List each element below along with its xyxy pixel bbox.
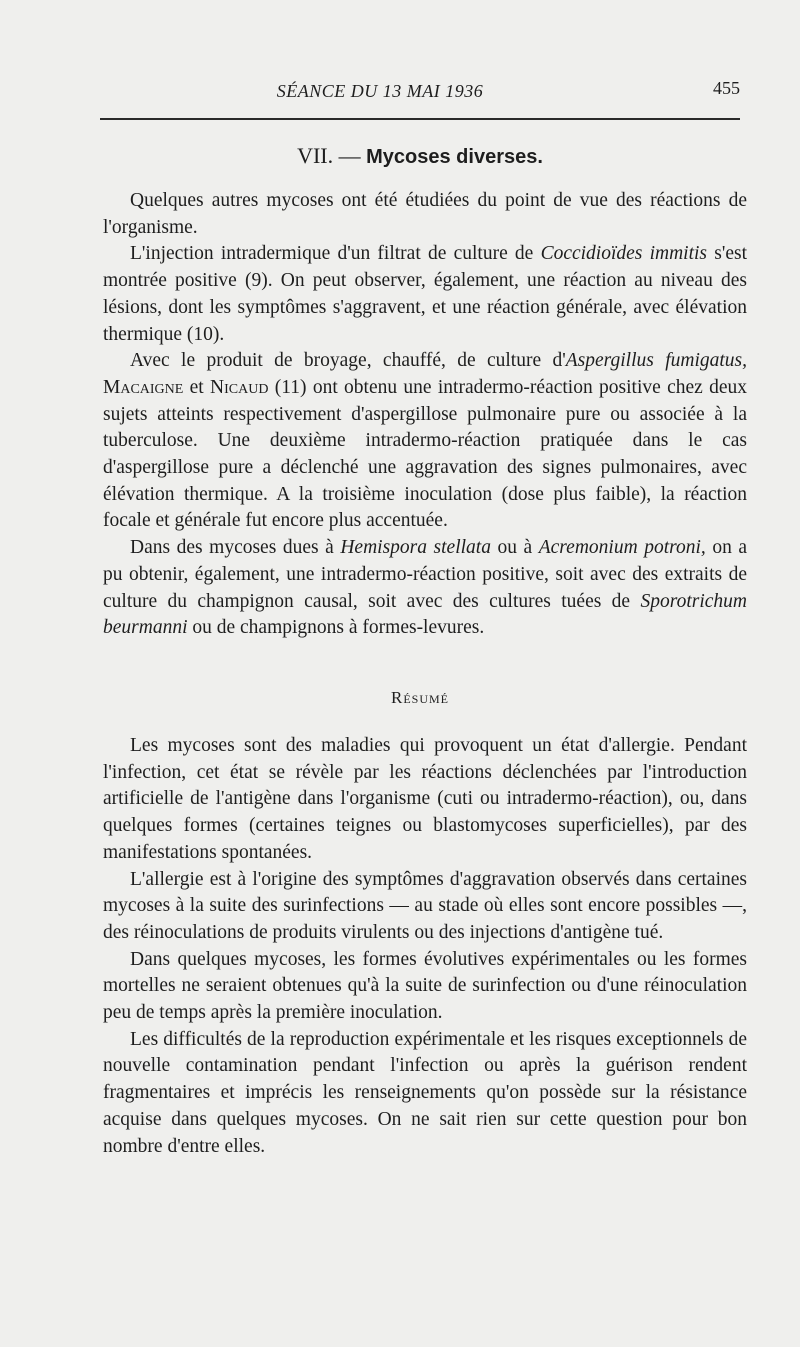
author-nicaud: Nicaud (210, 376, 269, 398)
paragraph-2-text-a: L'injection intradermique d'un filtrat de culture de (130, 243, 541, 265)
header-rule (100, 118, 740, 120)
resume-paragraph-1-text: Les mycoses sont des maladies qui provoquent un état d'allergie. Pendant l'infection, cet état se révèle par les réactions déclenchées par l'introduction artificielle de l'antigène dans l'organisme (cuti ou intradermo-réaction), ou, dans quelques formes (certaines teignes ou blastomycoses superficielles), par des manifestations spontanées. (103, 735, 747, 863)
resume-paragraph-3 (103, 947, 747, 1027)
section-title (100, 143, 740, 169)
resume-paragraph-2-text: L'allergie est à l'origine des symptômes d'aggravation observés dans certaines mycoses à la suite des surinfections — au stade où elles sont encore possibles —, des réinoculations de produits virulents ou des injections d'antigène tué. (103, 868, 747, 943)
species-acremonium: Acremonium potroni, (538, 537, 706, 559)
paragraph-4 (103, 535, 747, 642)
resume-paragraph-1 (103, 733, 747, 867)
resume-heading: Résumé (390, 688, 449, 707)
paragraph-2 (103, 241, 747, 348)
paragraph-4-text-g: ou de champignons à formes-levures. (187, 617, 485, 639)
paragraph-2-text-c: s'est montrée positive (9). On peut observer, également, une réaction au niveau des lésions, dont les symptômes s'aggravent, et une réaction générale, avec élévation thermique (10). (103, 243, 747, 345)
section-number: VII. — (297, 143, 361, 168)
running-title: SÉANCE DU 13 MAI 1936 (276, 81, 484, 101)
section-heading: Mycoses diverses. (366, 146, 543, 168)
paragraph-3 (103, 348, 747, 535)
paragraph-3-text-e: et (183, 376, 211, 398)
paragraph-4-text-a: Dans des mycoses dues à (130, 537, 341, 559)
resume-body (103, 733, 747, 1160)
species-sporotrichum: Sporotrichum beurmanni (103, 590, 747, 639)
paragraph-4-text-e: on a pu obtenir, également, une intradermo-réaction positive, soit avec des extraits de culture du champignon causal, soit avec des cultures tuées de (103, 537, 748, 612)
resume-paragraph-3-text: Dans quelques mycoses, les formes évolutives expérimentales ou les formes mortelles ne seraient obtenues qu'à la suite de surinfection ou d'une réinoculation peu de temps après la première inoculation. (103, 948, 747, 1024)
page-number: 455 (713, 78, 740, 98)
author-macaigne: Macaigne (103, 376, 184, 398)
species-aspergillus: Aspergillus fumigatus, (565, 350, 747, 372)
paragraph-4-text-c: ou à (490, 537, 539, 559)
species-hemispora: Hemispora stellata (340, 537, 491, 559)
paragraph-3-text-g: (11) ont obtenu une intradermo-réaction positive chez deux sujets atteints respectivement d'aspergillose pulmonaire pure ou associée à la tuberculose. Une deuxième intradermo-réaction pratiquée dans le cas d'aspergillose pure a déclenché une aggravation des signes pulmonaires, avec élévation thermique. A la troisième inoculation (dose plus faible), la réaction focale et générale fut encore plus accentuée. (103, 376, 747, 532)
paragraph-3-text-a: Avec le produit de broyage, chauffé, de culture d' (130, 350, 566, 372)
resume-paragraph-4 (103, 1027, 747, 1161)
species-coccidioides: Coccidioïdes immitis (540, 243, 708, 265)
section-body (103, 188, 747, 642)
paragraph-1 (103, 188, 747, 241)
running-head (100, 78, 740, 108)
resume-paragraph-4-text: Les difficultés de la reproduction expérimentale et les risques exceptionnels de nouvelle contamination pendant l'infection ou après la guérison rendent fragmentaires et imprécis les renseignements qu'on possède sur la résistance acquise dans quelques mycoses. On ne sait rien sur cette question pour bon nombre d'entre elles. (103, 1028, 747, 1157)
paragraph-1-text: Quelques autres mycoses ont été étudiées du point de vue des réactions de l'organisme. (103, 190, 747, 238)
resume-paragraph-2 (103, 867, 747, 947)
